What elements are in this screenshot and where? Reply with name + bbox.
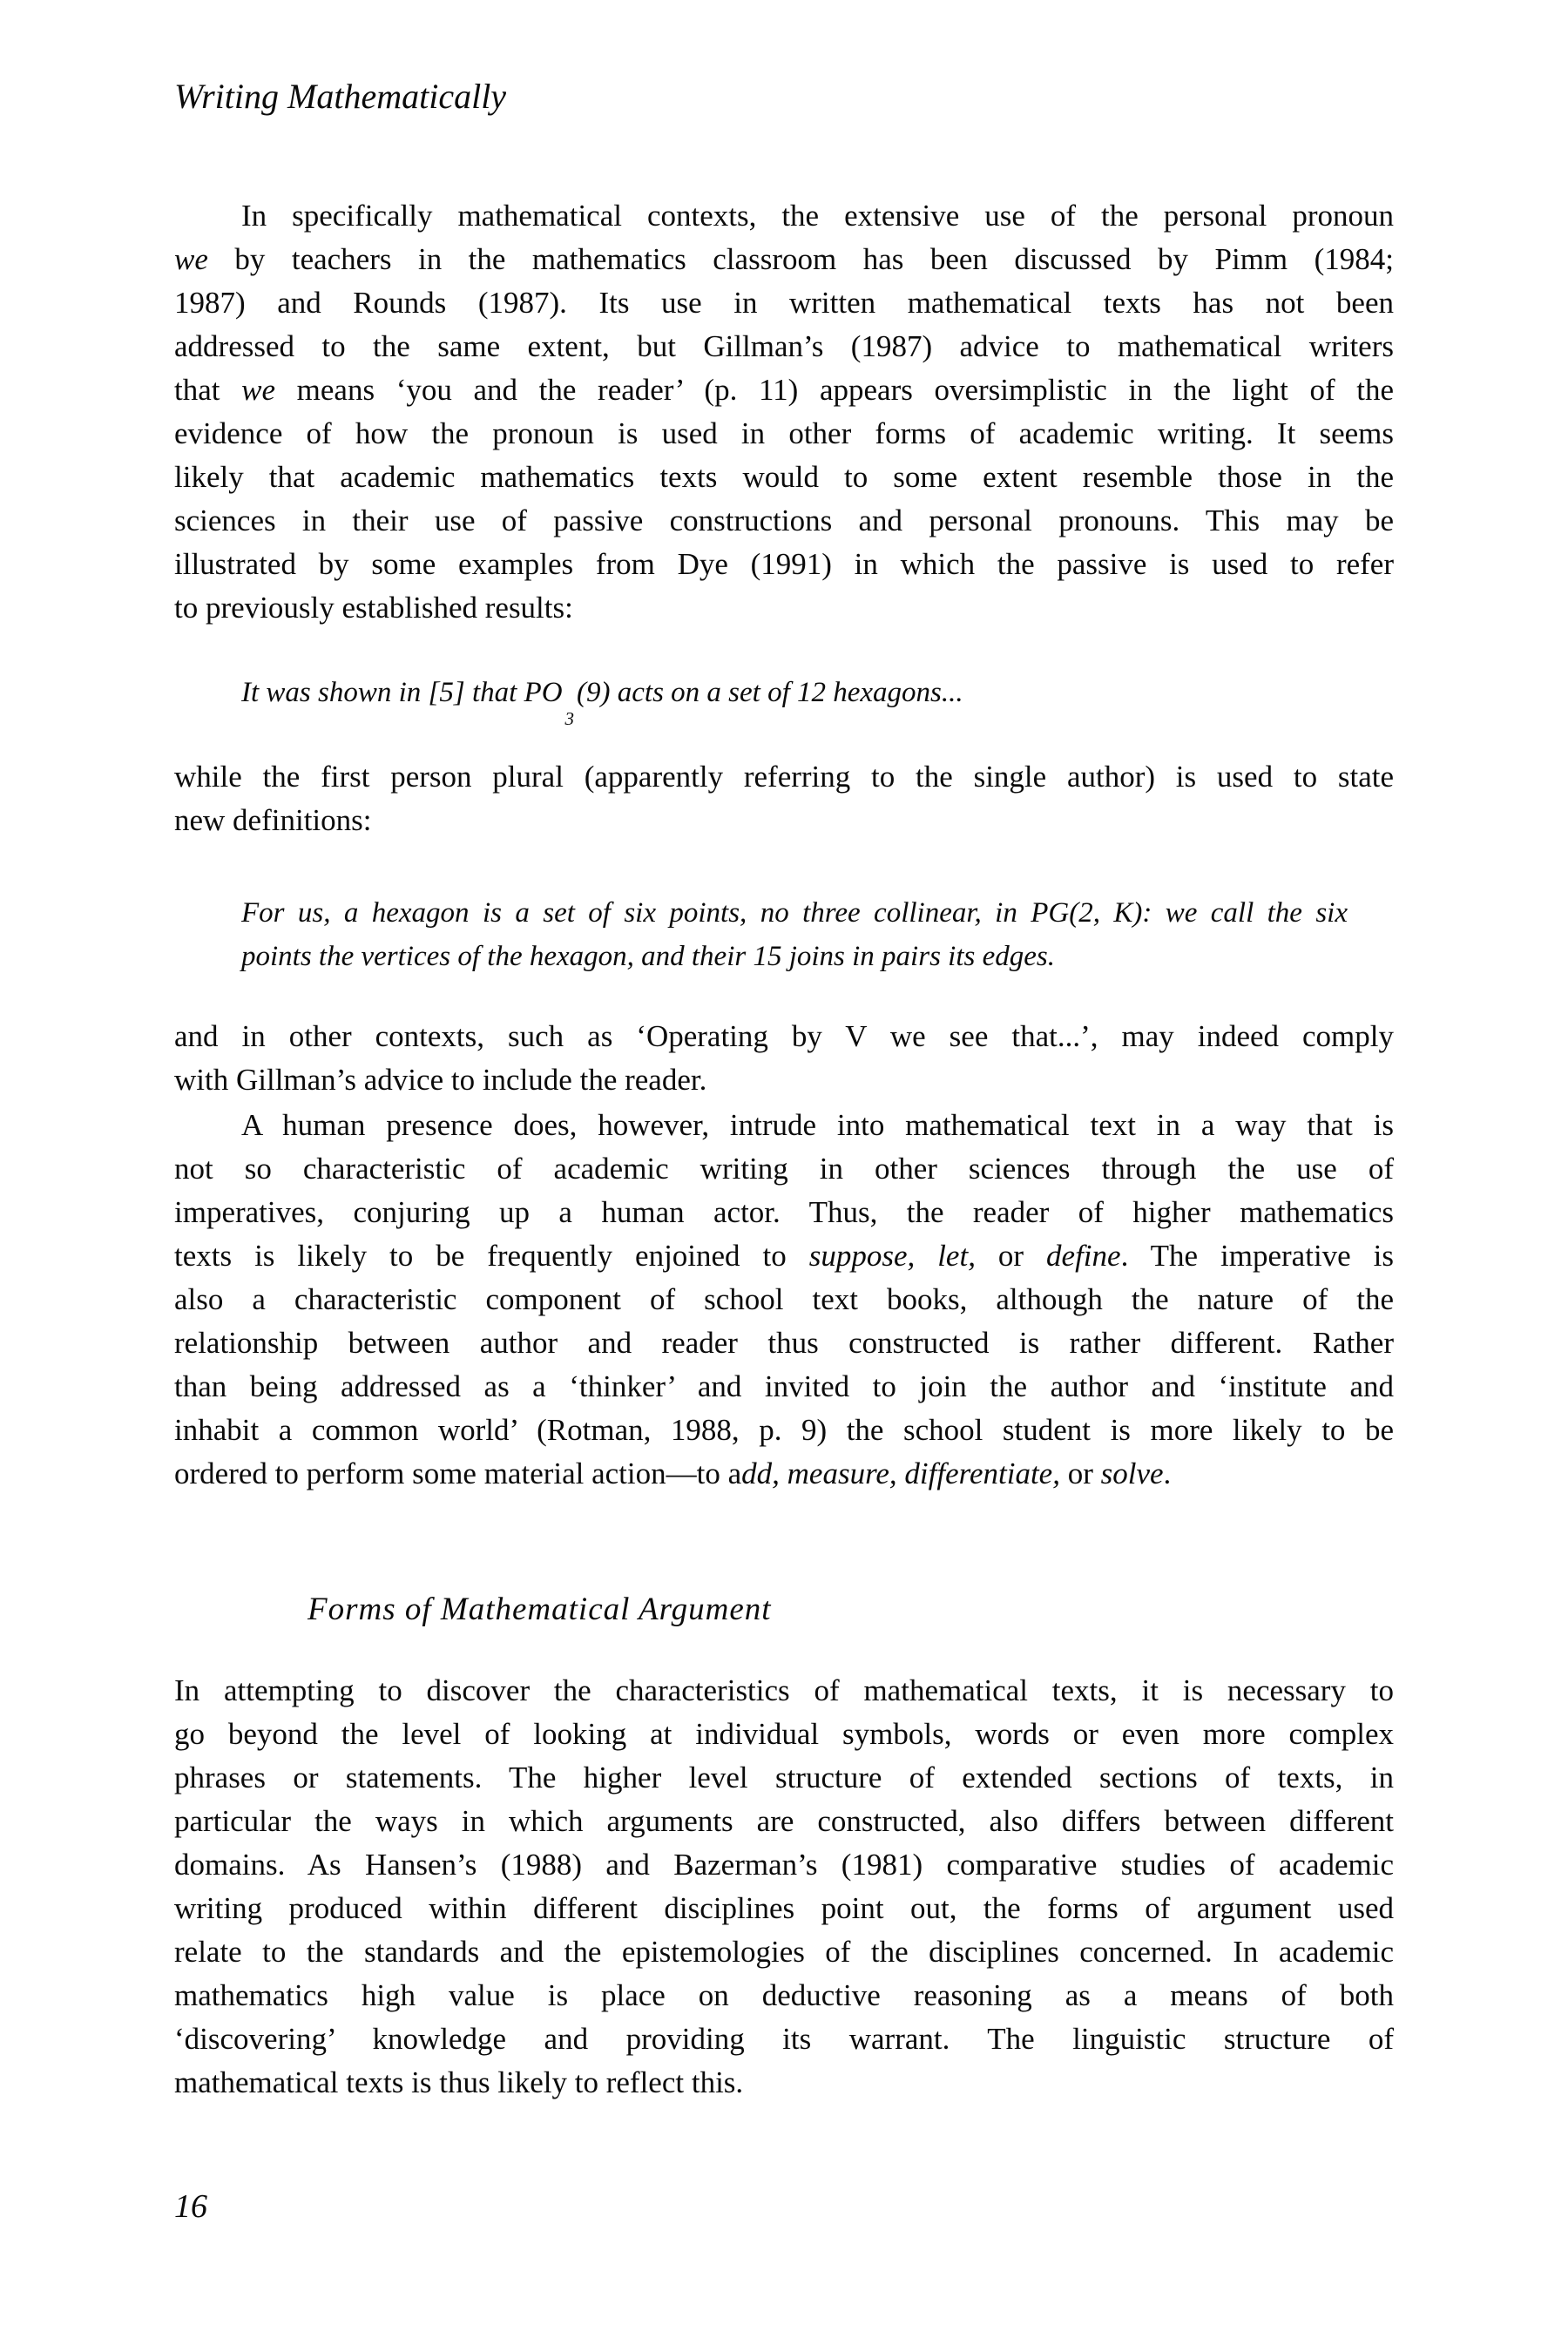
text-line [241,935,1348,978]
text-segment: relationship between author and reader thus constructed is rather different. Rather [174,1326,1394,1360]
text-line [174,1713,1394,1756]
text-segment: by teachers in the mathematics classroom has been discussed by Pimm (1984; [207,242,1394,276]
text-segment: inhabit a common world’ (Rotman, 1988, p. 9) the school student is more likely to be [174,1413,1394,1447]
text-line [174,1104,1394,1147]
text-segment: In attempting to discover the characteristics of mathematical texts, it is necessary to [174,1673,1394,1707]
text-line [174,412,1394,456]
text-segment: illustrated by some examples from Dye (1991) in which the passive is used to refer [174,547,1394,581]
text-line [174,2017,1394,2061]
paragraph [174,1669,1394,2105]
text-line [174,1321,1394,1365]
subscript-3: 3 [564,708,575,729]
text-segment: dd, measure, differentiate, [741,1456,1060,1490]
text-line [174,281,1394,325]
text-line [174,2061,1394,2105]
text-line [174,1800,1394,1843]
page-number: 16 [174,2188,207,2225]
text-segment: new definitions: [174,803,372,837]
text-segment: or [1059,1456,1101,1490]
text-segment: while the first person plural (apparently referring to the single author) is used to state [174,760,1394,794]
text-line [174,755,1394,799]
text-line [174,1843,1394,1887]
text-segment: solve [1100,1456,1164,1490]
text-line [174,499,1394,543]
text-segment: suppose, let, [808,1239,976,1273]
paragraph [174,1104,1394,1496]
text-segment: than being addressed as a ‘thinker’ and invited to join the author and ‘institute and [174,1369,1394,1403]
text-line [174,1756,1394,1800]
text-line [174,325,1394,368]
text-line [174,799,1394,842]
text-segment: relate to the standards and the epistemologies of the disciplines concerned. In academic [174,1935,1394,1969]
text-line [174,1234,1394,1278]
text-segment: not so characteristic of academic writing in other sciences through the use of [174,1152,1394,1186]
text-segment: 1987) and Rounds (1987). Its use in written mathematical texts has not been [174,286,1394,320]
text-segment: writing produced within different disciplines point out, the forms of argument used [174,1891,1394,1925]
text-segment: A human presence does, however, intrude into mathematical text in a way that is [241,1108,1394,1142]
text-line [174,543,1394,586]
text-line [241,671,1348,729]
block-quote [241,671,1348,729]
text-line [174,1278,1394,1321]
text-segment: and in other contexts, such as ‘Operating by V we see that...’, may indeed comply [174,1019,1394,1053]
text-segment: with Gillman’s advice to include the reader. [174,1063,707,1097]
text-segment: means ‘you and the reader’ (p. 11) appears oversimplistic in the light of the [275,373,1394,407]
text-segment: evidence of how the pronoun is used in other forms of academic writing. It seems [174,416,1394,450]
text-line [174,1191,1394,1234]
text-segment: also a characteristic component of school text books, although the nature of the [174,1282,1394,1316]
section-heading: Forms of Mathematical Argument [308,1592,772,1627]
text-line [174,456,1394,499]
text-line [174,1015,1394,1058]
text-segment: define [1046,1239,1121,1273]
text-line [174,1409,1394,1452]
text-segment: or [975,1239,1047,1273]
text-line [174,1452,1394,1496]
paragraph [174,755,1394,842]
text-segment: points the vertices of the hexagon, and their 15 joins in pairs its edges. [241,941,1055,972]
text-line [174,1974,1394,2017]
text-line [174,1365,1394,1409]
text-segment: we [241,373,276,407]
text-line [174,238,1394,281]
text-segment: addressed to the same extent, but Gillman’s (1987) advice to mathematical writers [174,329,1394,363]
text-column [174,0,1394,2352]
text-line [174,586,1394,630]
text-segment: imperatives, conjuring up a human actor. Thus, the reader of higher mathematics [174,1195,1394,1229]
text-segment: mathematical texts is thus likely to reflect this. [174,2065,744,2099]
paragraph [174,194,1394,630]
text-segment: likely that academic mathematics texts would to some extent resemble those in the [174,460,1394,494]
text-segment: (9) acts on a set of 12 hexagons... [577,677,963,708]
text-segment: . [1163,1456,1172,1490]
text-line [241,891,1348,935]
text-segment: ordered to perform some material action—to a [174,1456,742,1490]
text-segment: mathematics high value is place on deductive reasoning as a means of both [174,1978,1394,2012]
text-line [174,1669,1394,1713]
text-segment: sciences in their use of passive constructions and personal pronouns. This may be [174,504,1394,537]
block-quote [241,891,1348,978]
text-segment: go beyond the level of looking at individual symbols, words or even more complex [174,1717,1394,1751]
paragraph [174,1015,1394,1102]
text-segment: particular the ways in which arguments are constructed, also differs between different [174,1804,1394,1838]
text-segment: phrases or statements. The higher level structure of extended sections of texts, in [174,1761,1394,1794]
text-segment: domains. As Hansen’s (1988) and Bazerman’s (1981) comparative studies of academic [174,1848,1394,1882]
text-line [174,1058,1394,1102]
text-segment: In specifically mathematical contexts, the extensive use of the personal pronoun [241,199,1394,233]
text-line [174,1147,1394,1191]
running-header: Writing Mathematically [174,77,507,116]
text-line [174,194,1394,238]
text-segment: we [174,242,208,276]
text-line [174,1887,1394,1930]
text-segment: For us, a hexagon is a set of six points, no three collinear, in PG(2, K): we call the six [241,897,1348,929]
text-line [174,1930,1394,1974]
text-segment: that [174,373,242,407]
text-segment: ‘discovering’ knowledge and providing its warrant. The linguistic structure of [174,2022,1394,2056]
text-segment: It was shown in [5] that PO [241,677,563,708]
text-segment: texts is likely to be frequently enjoined to [174,1239,809,1273]
text-line [174,368,1394,412]
text-segment: to previously established results: [174,591,573,625]
text-segment: . The imperative is [1120,1239,1394,1273]
